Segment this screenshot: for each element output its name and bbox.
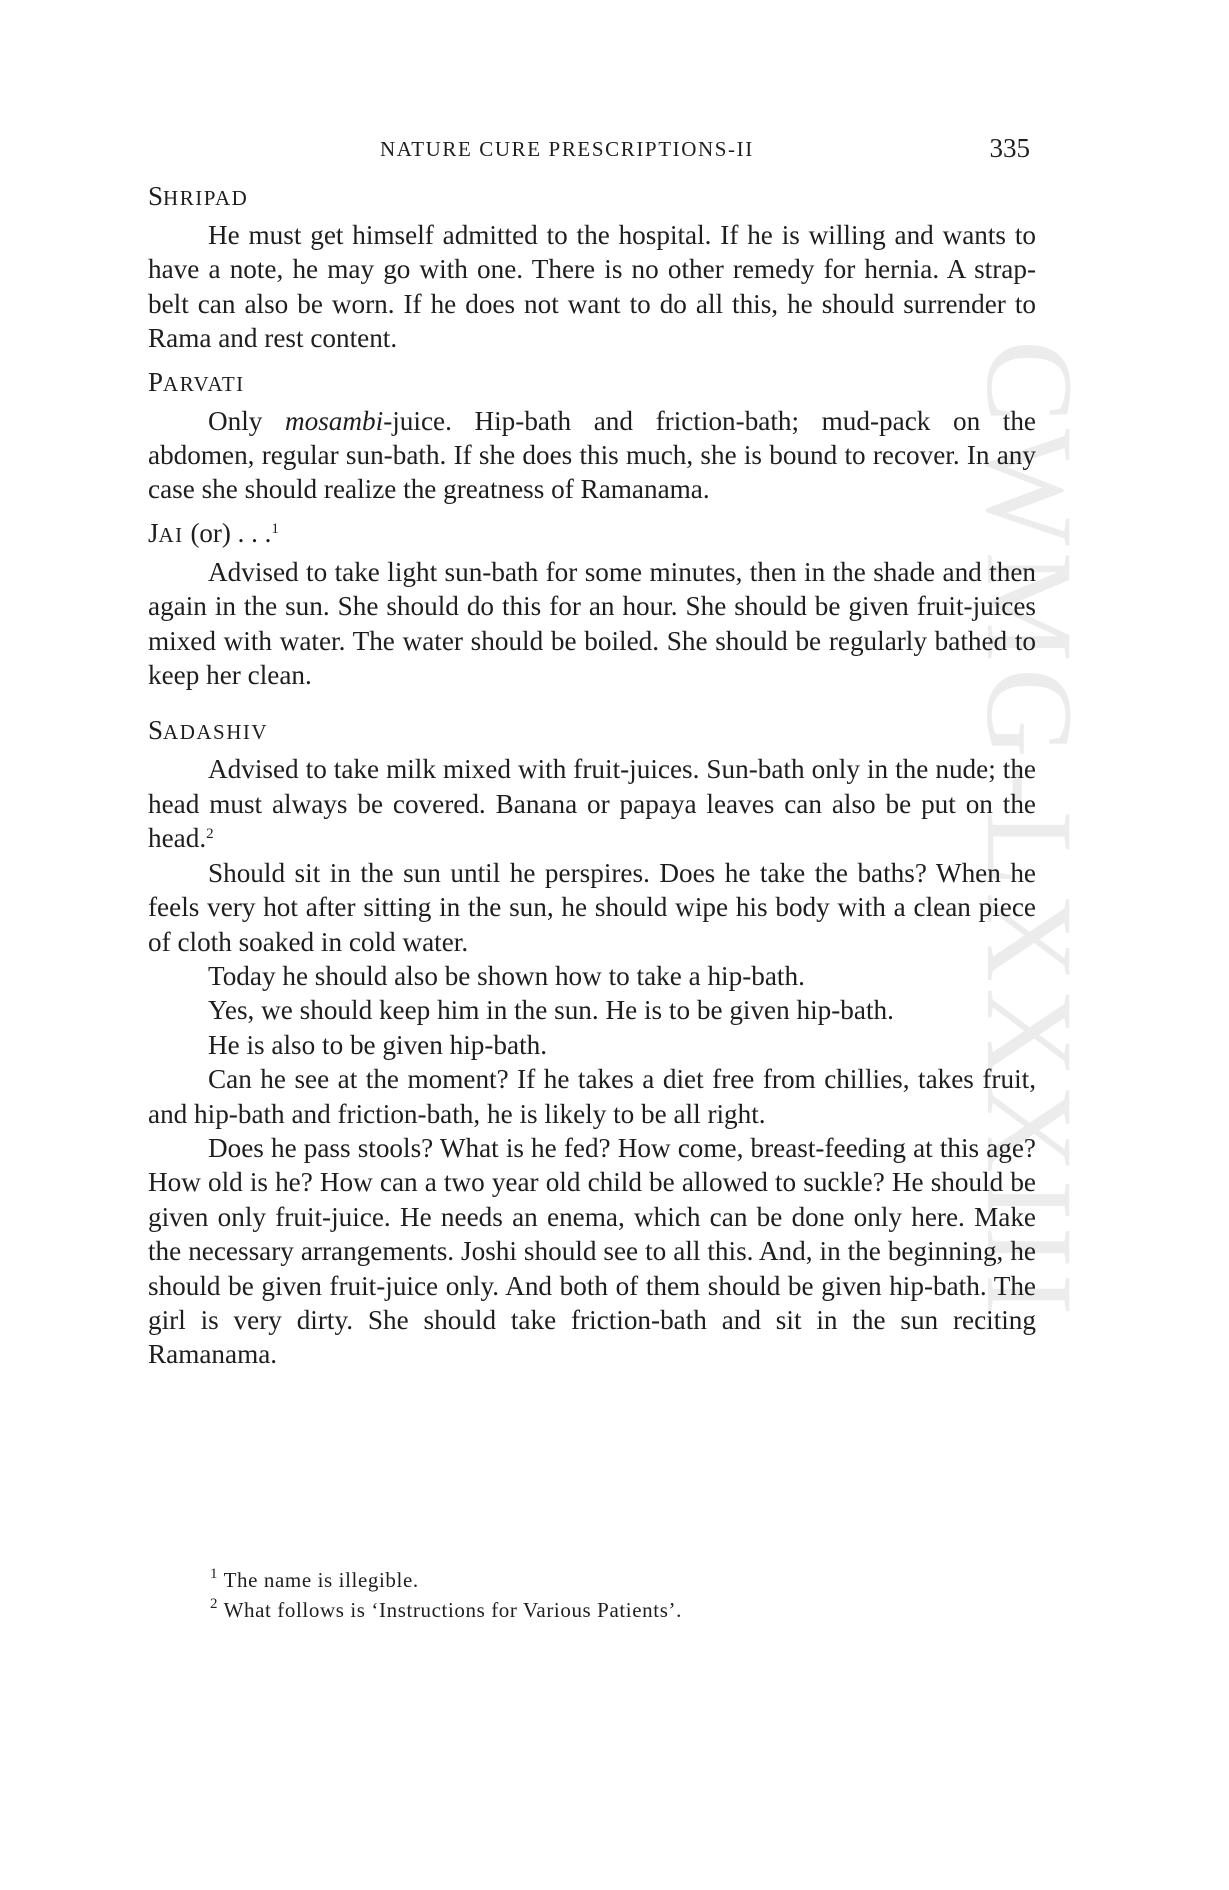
italic-term: mosambi [285,405,384,436]
speaker-initial: J [148,517,159,548]
speaker-name: ADASHIV [163,720,269,745]
paragraph: Yes, we should keep him in the sun. He is to be given hip-bath. [208,995,894,1026]
section-shripad [148,180,1036,356]
paragraph-text: -juice. Hip-bath and friction-bath; mud-pack on the abdomen, regular sun-bath. If she does this much, she is bound to recover. In any case she should realize the greatness of Ramanama. [148,405,1037,505]
footnote [210,1595,1010,1625]
footnote-text: What follows is ‘Instructions for Various Patients’. [218,1598,682,1622]
speaker-name: HRIPAD [163,186,249,210]
speaker-initial: S [148,181,164,211]
speaker-heading [148,714,1036,746]
footnote-mark: 2 [210,1596,219,1612]
paragraph-text: Only [208,405,285,436]
paragraph [148,752,1036,855]
speaker-suffix: (or) . . . [183,517,272,548]
paragraph: He is also to be given hip-bath. [208,1029,548,1060]
section-jai [148,517,1036,693]
speaker-initial: S [148,715,164,746]
footnote-text: The name is illegible. [218,1568,419,1592]
speaker-heading [148,366,1036,398]
section-sadashiv [148,714,1036,1371]
section-parvati [148,366,1036,507]
speaker-name: ARVATI [163,371,245,396]
paragraph: Can he see at the moment? If he takes a diet free from chillies, takes fruit, and hip-bath and friction-bath, he is likely to be all right. [148,1064,1036,1129]
paragraph: Does he pass stools? What is he fed? How come, breast-feeding at this age? How old is he? How can a two year old child be allowed to suckle? He should be given only fruit-juice. He needs an enema, which can be done only here. Make the necessary arrangements. Joshi should see to all this. And, in the beginning, he should be given fruit-juice only. And both of them should be given hip-bath. The girl is very dirty. She should take friction-bath and sit in the sun reciting Ramanama. [148,1132,1036,1370]
speaker-heading [148,517,1036,549]
paragraph: Should sit in the sun until he perspires. Does he take the baths? When he feels very hot after sitting in the sun, he should wipe his body with a clean piece of cloth soaked in cold water. [148,857,1036,957]
paragraph: Advised to take light sun-bath for some minutes, then in the shade and then again in the sun. She should do this for an hour. She should be given fruit-juices mixed with water. The water should be boiled. She should be regularly bathed to keep her clean. [148,556,1036,691]
page-number: 335 [989,133,1030,163]
footnotes [210,1565,1010,1625]
speaker-name: AI [158,522,184,547]
running-head [148,133,1030,167]
speaker-initial: P [148,366,164,397]
running-head-title: NATURE CURE PRESCRIPTIONS-II [380,137,754,161]
footnote-reference: 2 [206,826,214,843]
footnote-reference: 1 [271,520,281,537]
paragraph: He must get himself admitted to the hospital. If he is willing and wants to have a note, he may go with one. There is no other remedy for hernia. A strap-belt can also be worn. If he does not want to do all this, he should surrender to Rama and rest content. [148,220,1036,354]
speaker-heading [148,180,1036,212]
page-body [148,180,1036,1382]
watermark-text: CWMG-LXXXIII [961,340,1098,1322]
paragraph: Today he should also be shown how to take a hip-bath. [208,960,805,991]
paragraph [148,404,1036,507]
footnote [210,1565,1010,1595]
paragraph-text: Advised to take milk mixed with fruit-juices. Sun-bath only in the nude; the head must always be covered. Banana or papaya leaves can also be put on the head. [148,754,1036,854]
footnote-mark: 1 [210,1566,219,1582]
